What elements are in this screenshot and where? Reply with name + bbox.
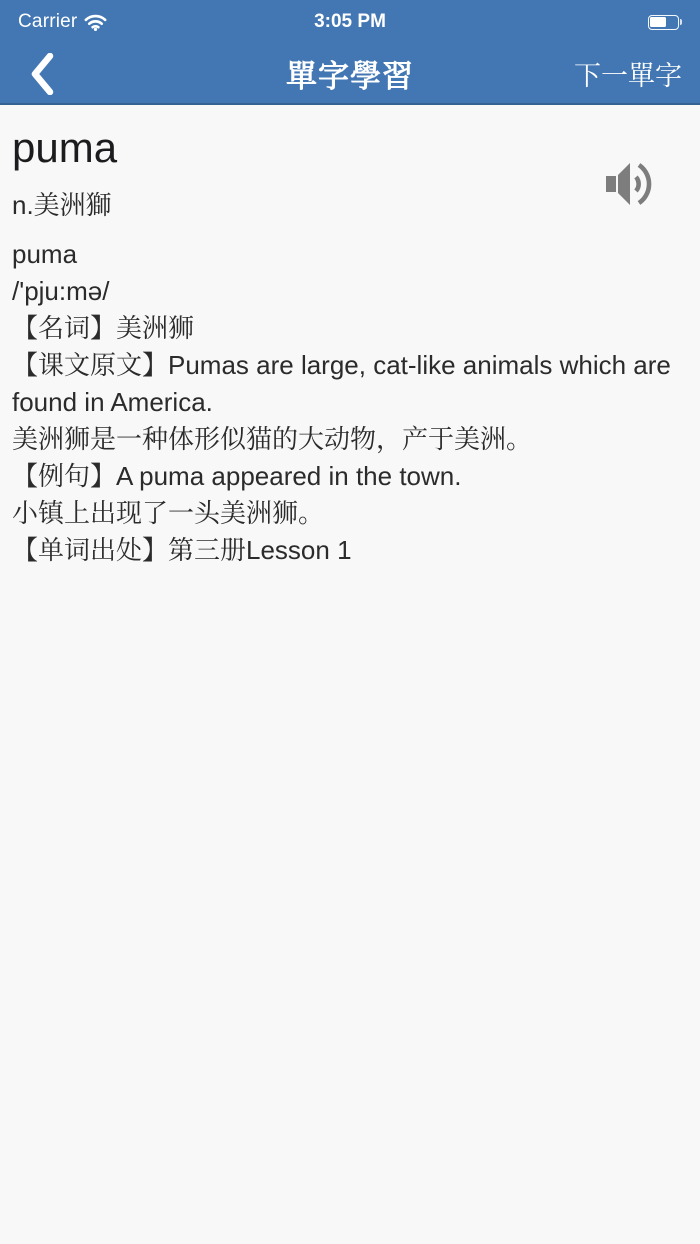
battery-icon — [648, 15, 683, 30]
detail-lesson-origin: 【单词出处】第三册Lesson 1 — [12, 535, 352, 565]
page-title: 單字學習 — [286, 59, 414, 94]
headword: puma — [12, 124, 118, 171]
back-button[interactable] — [0, 47, 74, 101]
detail-phonetic: /'pju:mə/ — [12, 276, 110, 306]
battery-fill — [650, 17, 666, 27]
nav-bar — [0, 44, 700, 105]
detail-source-sentence: 【课文原文】Pumas are large, cat-like animals which are found in America. — [12, 350, 671, 417]
carrier-label: Carrier — [18, 11, 78, 32]
status-time: 3:05 PM — [314, 11, 386, 32]
speaker-icon — [601, 156, 657, 212]
chevron-left-icon — [30, 53, 54, 95]
next-word-button[interactable]: 下一單字 — [562, 48, 700, 99]
detail-word: puma — [12, 239, 78, 269]
detail-example-sentence: 【例句】A puma appeared in the town. — [12, 461, 462, 491]
detail-pos-definition: 【名词】美洲狮 — [12, 313, 195, 343]
detail-example-translation: 小镇上出现了一头美洲狮。 — [12, 498, 325, 528]
battery-body — [648, 15, 679, 30]
speaker-button[interactable] — [600, 155, 658, 213]
detail-source-translation: 美洲狮是一种体形似猫的大动物，产于美洲。 — [12, 424, 533, 454]
word-detail-panel — [0, 105, 700, 1244]
battery-nub — [680, 19, 683, 25]
brief-definition: n.美洲獅 — [12, 190, 112, 220]
status-bar — [0, 0, 700, 44]
details-block — [12, 236, 688, 569]
